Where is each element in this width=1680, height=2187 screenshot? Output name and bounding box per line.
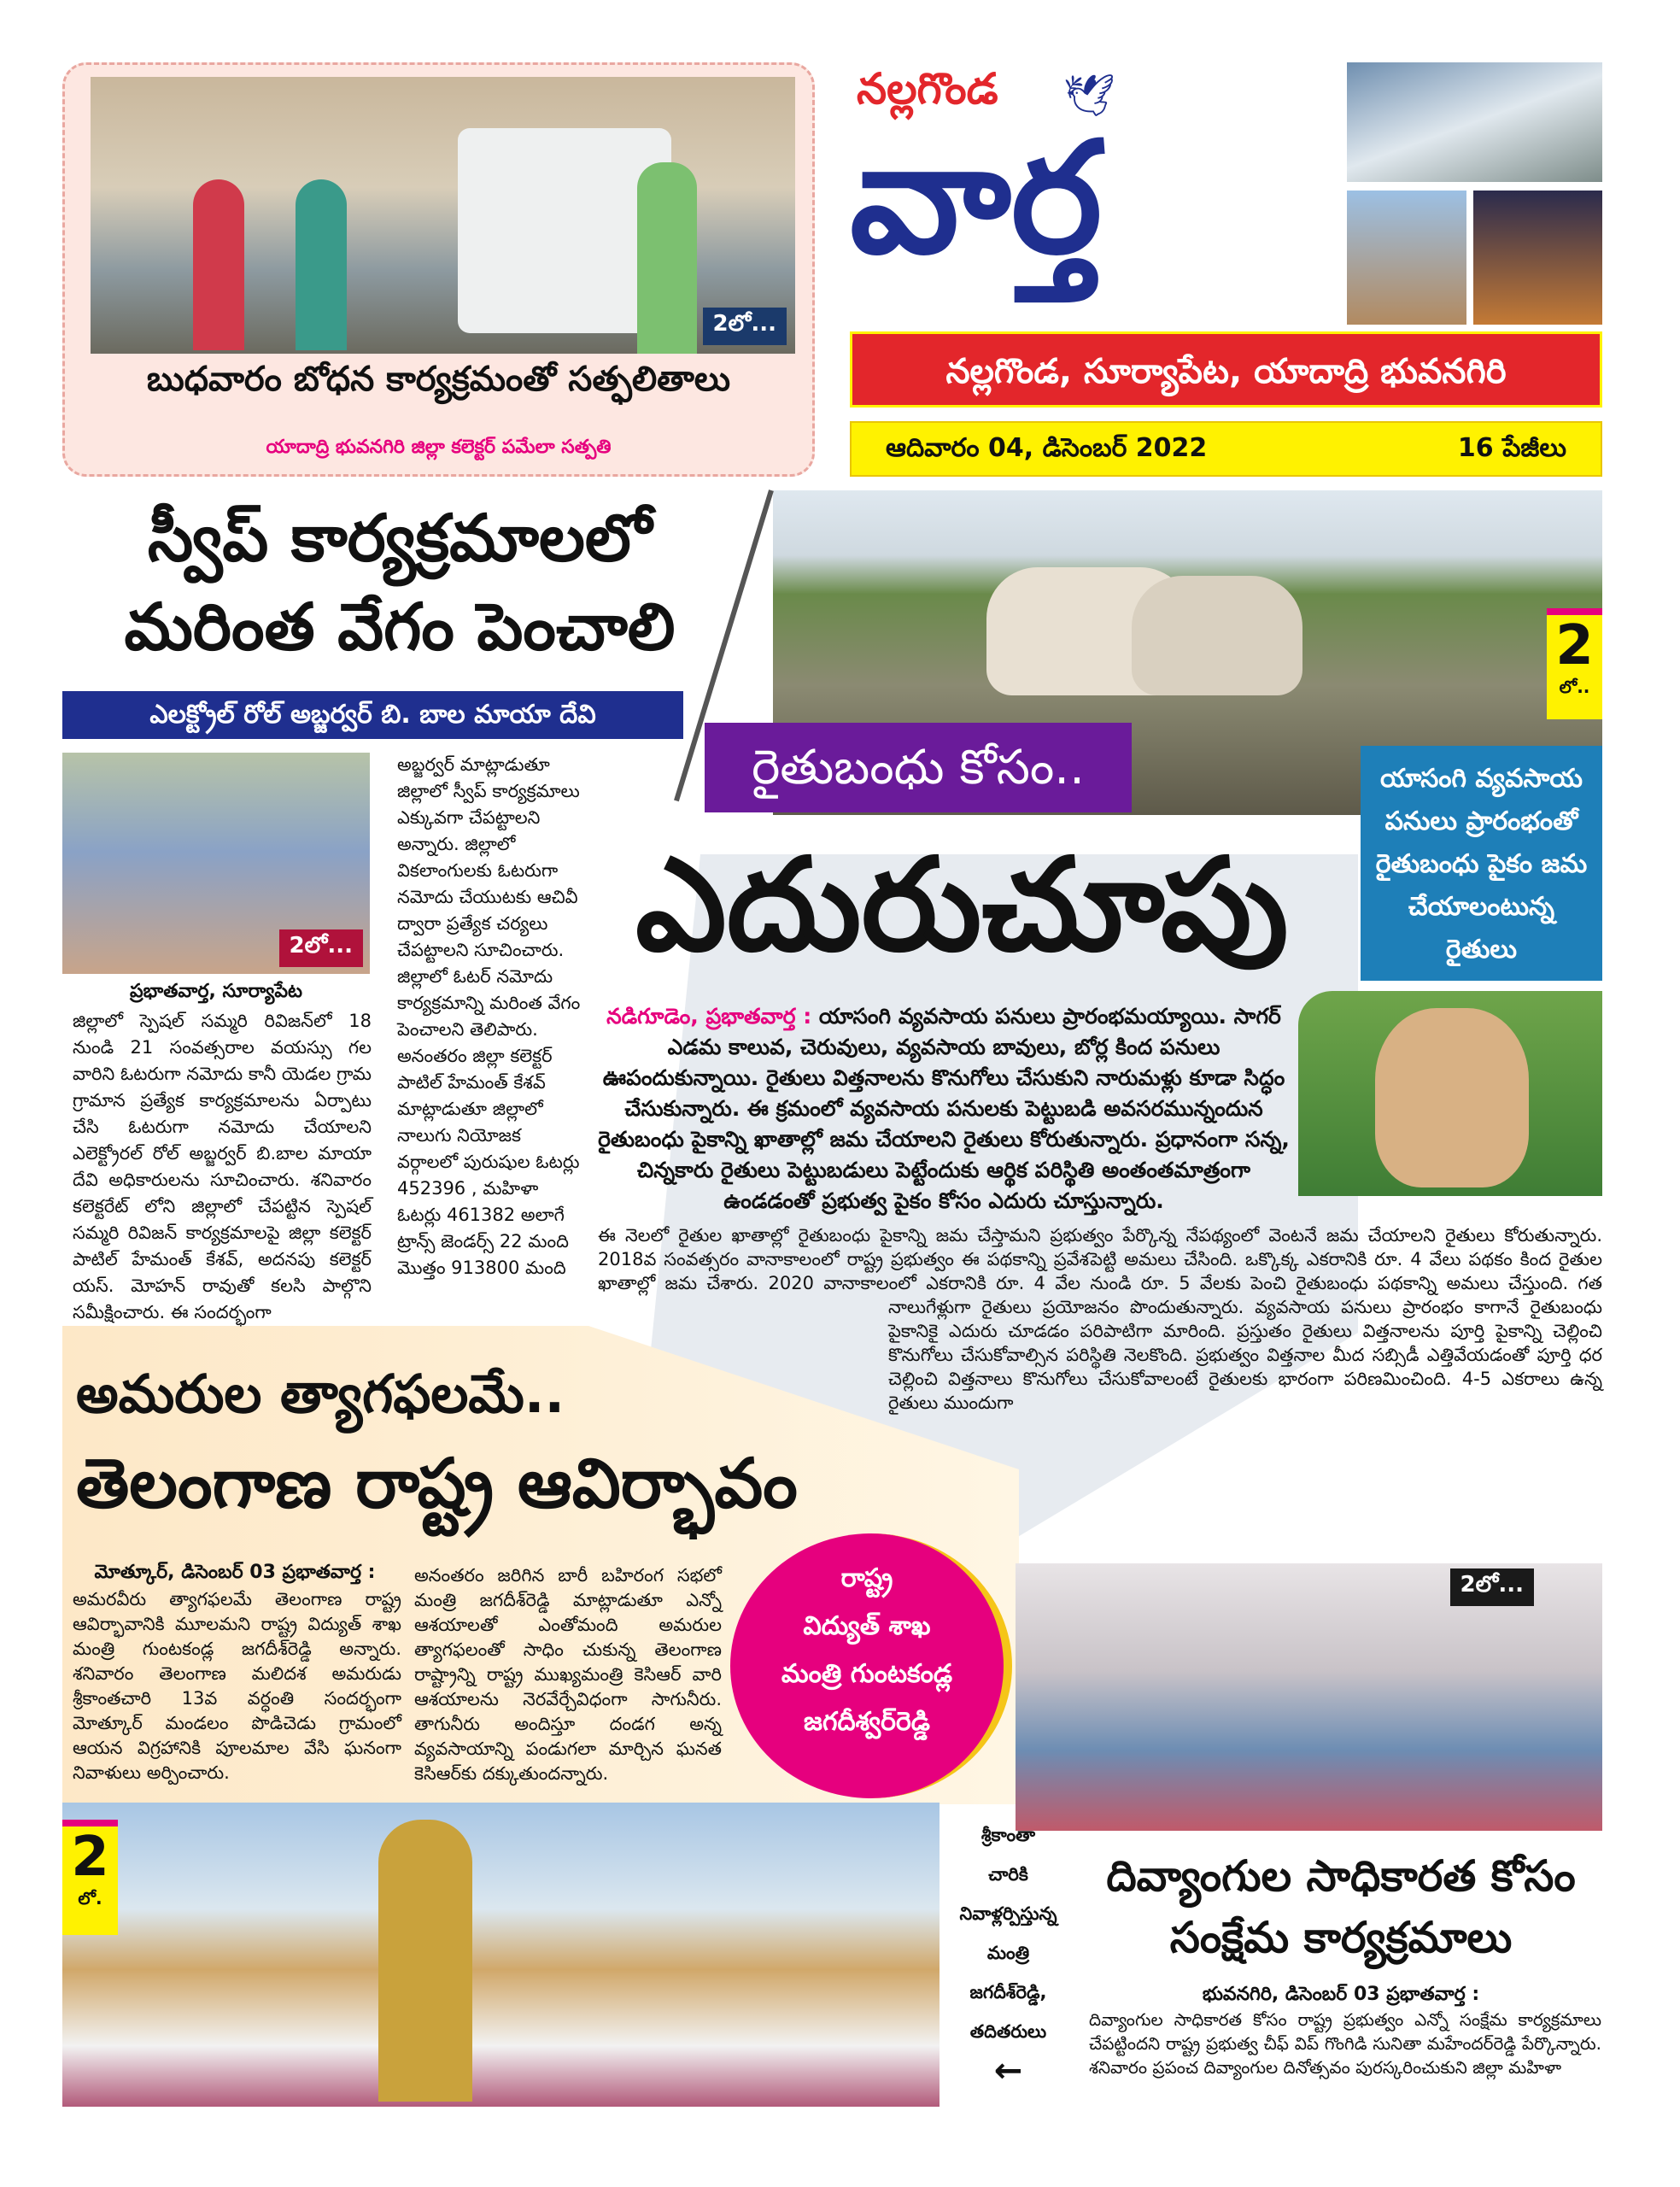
- masthead-title: వార్త: [850, 109, 1103, 288]
- divyang-headline-2: సంక్షేమ కార్యక్రమాలు: [1169, 1913, 1513, 1962]
- divyang-dateline: భువనగిరి, డిసెంబర్ 03 ప్రభాతవార్త :: [1202, 1984, 1480, 2005]
- sveep-photo: [62, 753, 370, 974]
- sveep-col1: జిల్లాలో స్పెషల్ సమ్మరి రివిజన్‌లో 18 నుండి 21 సంవత్సరాల వయస్సు గల వారిని ఓటరుగా నమోదు కానీ యెడల గ్రామ గ్రామాన ప్రత్యేక కార్యక్రమాలను ఏర్పాటు చేసి ఓటరుగా నమోదు చేయాలని ఎలెక్ట్రోరల్ రోల్ అబ్జర్వర్ బి.బాల మాయా దేవి అధికారులను సూచించారు. శనివారం కలెక్టరేట్ లోని జిల్లాలో చేపట్టిన స్పెషల్ సమ్మరి రివిజన్ కార్యక్రమాలపై జిల్లా కలెక్టర్ పాటిల్ హేమంత్ కేశవ్, అదనపు కలెక్టర్ యస్. మోహన్ రావుతో కలసి పాల్గొని సమీక్షించారు. ఈ సందర్భంగా: [73, 1011, 372, 1322]
- sveep-headline-line2: మరింత వేగం పెంచాలి: [124, 589, 676, 665]
- circle-line: జగదీశ్వర్‌రెడ్డి: [804, 1707, 930, 1737]
- dam-photo: [1347, 62, 1602, 182]
- divyang-headline-1: దివ్యాంగుల సాధికారత కోసం: [1106, 1851, 1576, 1901]
- sveep-headline: [62, 494, 737, 671]
- circle-line: విద్యుత్ శాఖ: [803, 1611, 931, 1641]
- statue-tribute-photo: [62, 1803, 940, 2107]
- badge-suffix: లో..: [1559, 677, 1590, 697]
- promo-subline: యాదాద్రి భువనగిరి జిల్లా కలెక్టర్ పమేలా సత్పతి: [266, 437, 612, 458]
- temple-photo: [1347, 191, 1466, 325]
- rythu-lead-text: యాసంగి వ్యవసాయ పనులు ప్రారంభమయ్యాయి. సాగర్ ఎడమ కాలువ, చెరువులు, వ్యవసాయ బావులు, బోర్ల కింద పనులు ఊపందుకున్నాయి. రైతులు విత్తనాలను కొనుగోలు చేసుకుని నారుమళ్లు కూడా సిద్ధం చేసుకున్నారు. ఈ క్రమంలో వ్యవసాయ పనులకు పెట్టుబడి అవసరమున్నందున రైతుబంధు పైకాన్ని ఖాతాల్లో జమ చేయాలని రైతులు కోరుతున్నారు. ప్రధానంగా సన్న, చిన్నకారు రైతులు పెట్టుబడులు పెట్టేందుకు ఆర్థిక పరిస్థితి అంతంతమాత్రంగా ఉండడంతో ప్రభుత్వ పైకం కోసం ఎదురు చూస్తున్నారు.: [598, 1004, 1290, 1213]
- page-ref-badge[interactable]: 2లో...: [703, 308, 787, 345]
- caption-line: జగదీశ్‌రెడ్డి,: [969, 1982, 1047, 2002]
- issue-date: ఆదివారం 04, డిసెంబర్ 2022: [886, 433, 1208, 463]
- photo-caption: [946, 1815, 1070, 2090]
- telangana-headline-1: అమరుల త్యాగఫలమే..: [76, 1363, 565, 1425]
- dove-icon: 🕊: [1063, 72, 1115, 120]
- telangana-dateline: మోత్కూర్, డిసెంబర్ 03 ప్రభాతవార్త :: [94, 1562, 376, 1583]
- page-ref-badge-rythu[interactable]: [1547, 608, 1602, 719]
- page-ref-badge[interactable]: 2లో...: [1450, 1568, 1534, 1606]
- date-bar: [850, 421, 1602, 477]
- bullock-shape: [1132, 576, 1302, 695]
- sveep-headline-line1: స్వీప్ కార్యక్రమాలలో: [147, 500, 653, 576]
- telangana-col1: అమరవీరు త్యాగఫలమే తెలంగాణ రాష్ట్ర ఆవిర్భావానికి మూలమని రాష్ట్ర విద్యుత్ శాఖ మంత్రి గుంటకండ్ల జగదీశ్‌రెడ్డి అన్నారు. శనివారం తెలంగాణ మలిదశ అమరుడు శ్రీకాంతచారి 13వ వర్ధంతి సందర్భంగా మోత్కూర్ మండలం పొడిచెడు గ్రామంలో ఆయన విగ్రహానికి పూలమాల వేసి ఘనంగా నివాళులు అర్పించారు.: [73, 1589, 401, 1783]
- rythu-body: ఈ నెలలో రైతుల ఖాతాల్లో రైతుబంధు పైకాన్ని జమ చేస్తామని ప్రభుత్వం పేర్కొన్న నేపథ్యంలో వెంటనే జమ చేయాలని రైతులు కోరుతున్నారు. 2018వ సంవత్సరం వానాకాలంలో రాష్ట్ర ప్రభుత్వం ఈ పథకాన్ని ప్రవేశపెట్టి అమలు చేసింది. ఒక్కొక్క ఎకరానికి రూ. 4 వేలు పథకం కింద రైతుల ఖాతాల్లో జమ చేశారు. 2020 వానాకాలంలో ఎకరానికి రూ. 4 వేల నుండి రూ. 5 వేలకు పెంచి రైతుబంధు పథకాన్ని అమలు చేస్తుంది. గత నాలుగేళ్లుగా రైతులు ప్రయోజనం పొందుతున్నారు. వ్యవసాయ పనులు ప్రారంభం కాగానే రైతుబంధు పైకానికై ఎదురు చూడడం పరిపాటిగా మారింది. ప్రస్తుతం రైతులు విత్తనాలను పూర్తి పైకాన్ని చెల్లించి కొనుగోలు చేసుకోవాల్సిన పరిస్థితి నెలకొంది. ప్రభుత్వం విత్తనాల మీద సబ్సిడీ ఎత్తివేయడంతో పూర్తి ధర చెల్లించి విత్తనాలు కొనుగోలు చేసుకోవాలంటే రైతులకు భారంగా పరిణమించింది. 4-5 ఎకరాలు ఉన్న రైతులు ముందుగా: [598, 1225, 1602, 1413]
- rythu-headline: ఎదురుచూపు: [635, 831, 1289, 980]
- promo-photo: [91, 77, 795, 354]
- page-count: 16 పేజీలు: [1457, 433, 1566, 463]
- badge-suffix: లో.: [78, 1888, 102, 1908]
- divyang-event-photo: [1016, 1563, 1602, 1831]
- promo-headline: బుధవారం బోధన కార్యక్రమంతో సత్ఫలితాలు: [146, 360, 731, 399]
- badge-number: 2: [71, 1826, 109, 1889]
- page-ref-badge[interactable]: 2లో...: [279, 929, 363, 967]
- rythu-dateline: నడిగూడెం, ప్రభాతవార్త :: [606, 1004, 812, 1029]
- rythu-kicker: రైతుబంధు కోసం..: [705, 723, 1132, 812]
- statue-shape: [378, 1820, 472, 2102]
- circle-line: రాష్ట్ర: [840, 1563, 893, 1593]
- person-shape: [296, 179, 347, 350]
- caption-line: శ్రీకాంతా: [980, 1825, 1036, 1845]
- fort-photo: [1473, 191, 1602, 325]
- arrow-left-icon: ←: [993, 2051, 1023, 2090]
- telangana-headline-2: తెలంగాణ రాష్ట్ర ఆవిర్భావం: [76, 1444, 798, 1523]
- person-shape: [193, 179, 244, 350]
- caption-line: మంత్రి: [986, 1943, 1030, 1963]
- masthead-district: నల్లగొండ: [857, 64, 998, 114]
- sveep-dateline: ప్రభాతవార్త, సూర్యాపేట: [130, 981, 302, 1002]
- regions-banner: నల్లగొండ, సూర్యాపేట, యాదాద్రి భువనగిరి: [850, 331, 1602, 407]
- money-bag-spacer: [1290, 1001, 1602, 1203]
- divyang-headline: [1076, 1845, 1606, 1968]
- caption-line: చారికి: [988, 1864, 1028, 1885]
- divyang-body: దివ్యాంగుల సాధికారత కోసం రాష్ట్ర ప్రభుత్వం ఎన్నో సంక్షేమ కార్యక్రమాలు చేపట్టిందని రాష్ట్ర ప్రభుత్వ చీఫ్ విప్ గొంగిడి సునితా మహేందర్‌రెడ్డి పేర్కొన్నారు. శనివారం ప్రపంచ దివ్యాంగుల దినోత్సవం పురస్కరించుకుని జిల్లా మహిళా: [1089, 2009, 1601, 2078]
- sveep-subhead: ఎలక్ట్రోల్ రోల్ అబ్జర్వర్ బి. బాల మాయా దేవి: [62, 691, 683, 739]
- badge-number: 2: [1555, 614, 1594, 677]
- circle-line: మంత్రి గుంటకండ్ల: [781, 1659, 953, 1689]
- sveep-col2: అబ్జర్వర్ మాట్లాడుతూ జిల్లాలో స్వీప్ కార్యక్రమాలు ఎక్కువగా చేపట్టాలని అన్నారు. జిల్లాలో వికలాంగులకు ఓటరుగా నమోదు చేయుటకు ఆచివీ ద్వారా ప్రత్యేక చర్యలు చేపట్టాలని సూచించారు. జిల్లాలో ఓటర్ నమోదు కార్యక్రమాన్ని మరింత వేగం పెంచాలని తెలిపారు. అనంతరం జిల్లా కలెక్టర్ పాటిల్ హేమంత్ కేశవ్ మాట్లాడుతూ జిల్లాలో నాలుగు నియోజక వర్గాలలో పురుషుల ఓటర్లు 452396 , మహిళా ఓటర్లు 461382 అలాగే ట్రాన్స్ జెండర్స్ 22 మంది మొత్తం 913800 మంది: [397, 754, 581, 1278]
- caption-line: నివాళ్లర్పిస్తున్న: [959, 1903, 1057, 1924]
- promo-box[interactable]: [62, 62, 815, 477]
- rythu-sidebox: యాసంగి వ్యవసాయ పనులు ప్రారంభంతో రైతుబంధు పైకం జమ చేయాలంటున్న రైతులు: [1361, 746, 1602, 981]
- page-ref-badge-telangana[interactable]: [62, 1820, 118, 1935]
- telangana-col2: అనంతరం జరిగిన బారీ బహిరంగ సభలో మంత్రి జగదీశ్‌రెడ్డి మాట్లాడుతూ ఎన్నో ఆశయాలతో ఎంతోమంది అమరుల త్యాగఫలంతో సాధిం చుకున్న తెలంగాణ రాష్ట్రాన్ని రాష్ట్ర ముఖ్యమంత్రి కెసిఆర్ వారి ఆశయాలను నెరవేర్చేవిధంగా సాగునీరు. తాగునీరు అందిస్తూ దండగ అన్న వ్యవసాయాన్ని పండుగలా మార్చిన ఘనత కెసిఆర్‌కు దక్కుతుందన్నారు.: [414, 1565, 722, 1784]
- minister-circle: [730, 1533, 1012, 1798]
- masthead: [850, 62, 1602, 477]
- caption-line: తదితరులు: [969, 2021, 1047, 2042]
- person-shape: [637, 162, 697, 354]
